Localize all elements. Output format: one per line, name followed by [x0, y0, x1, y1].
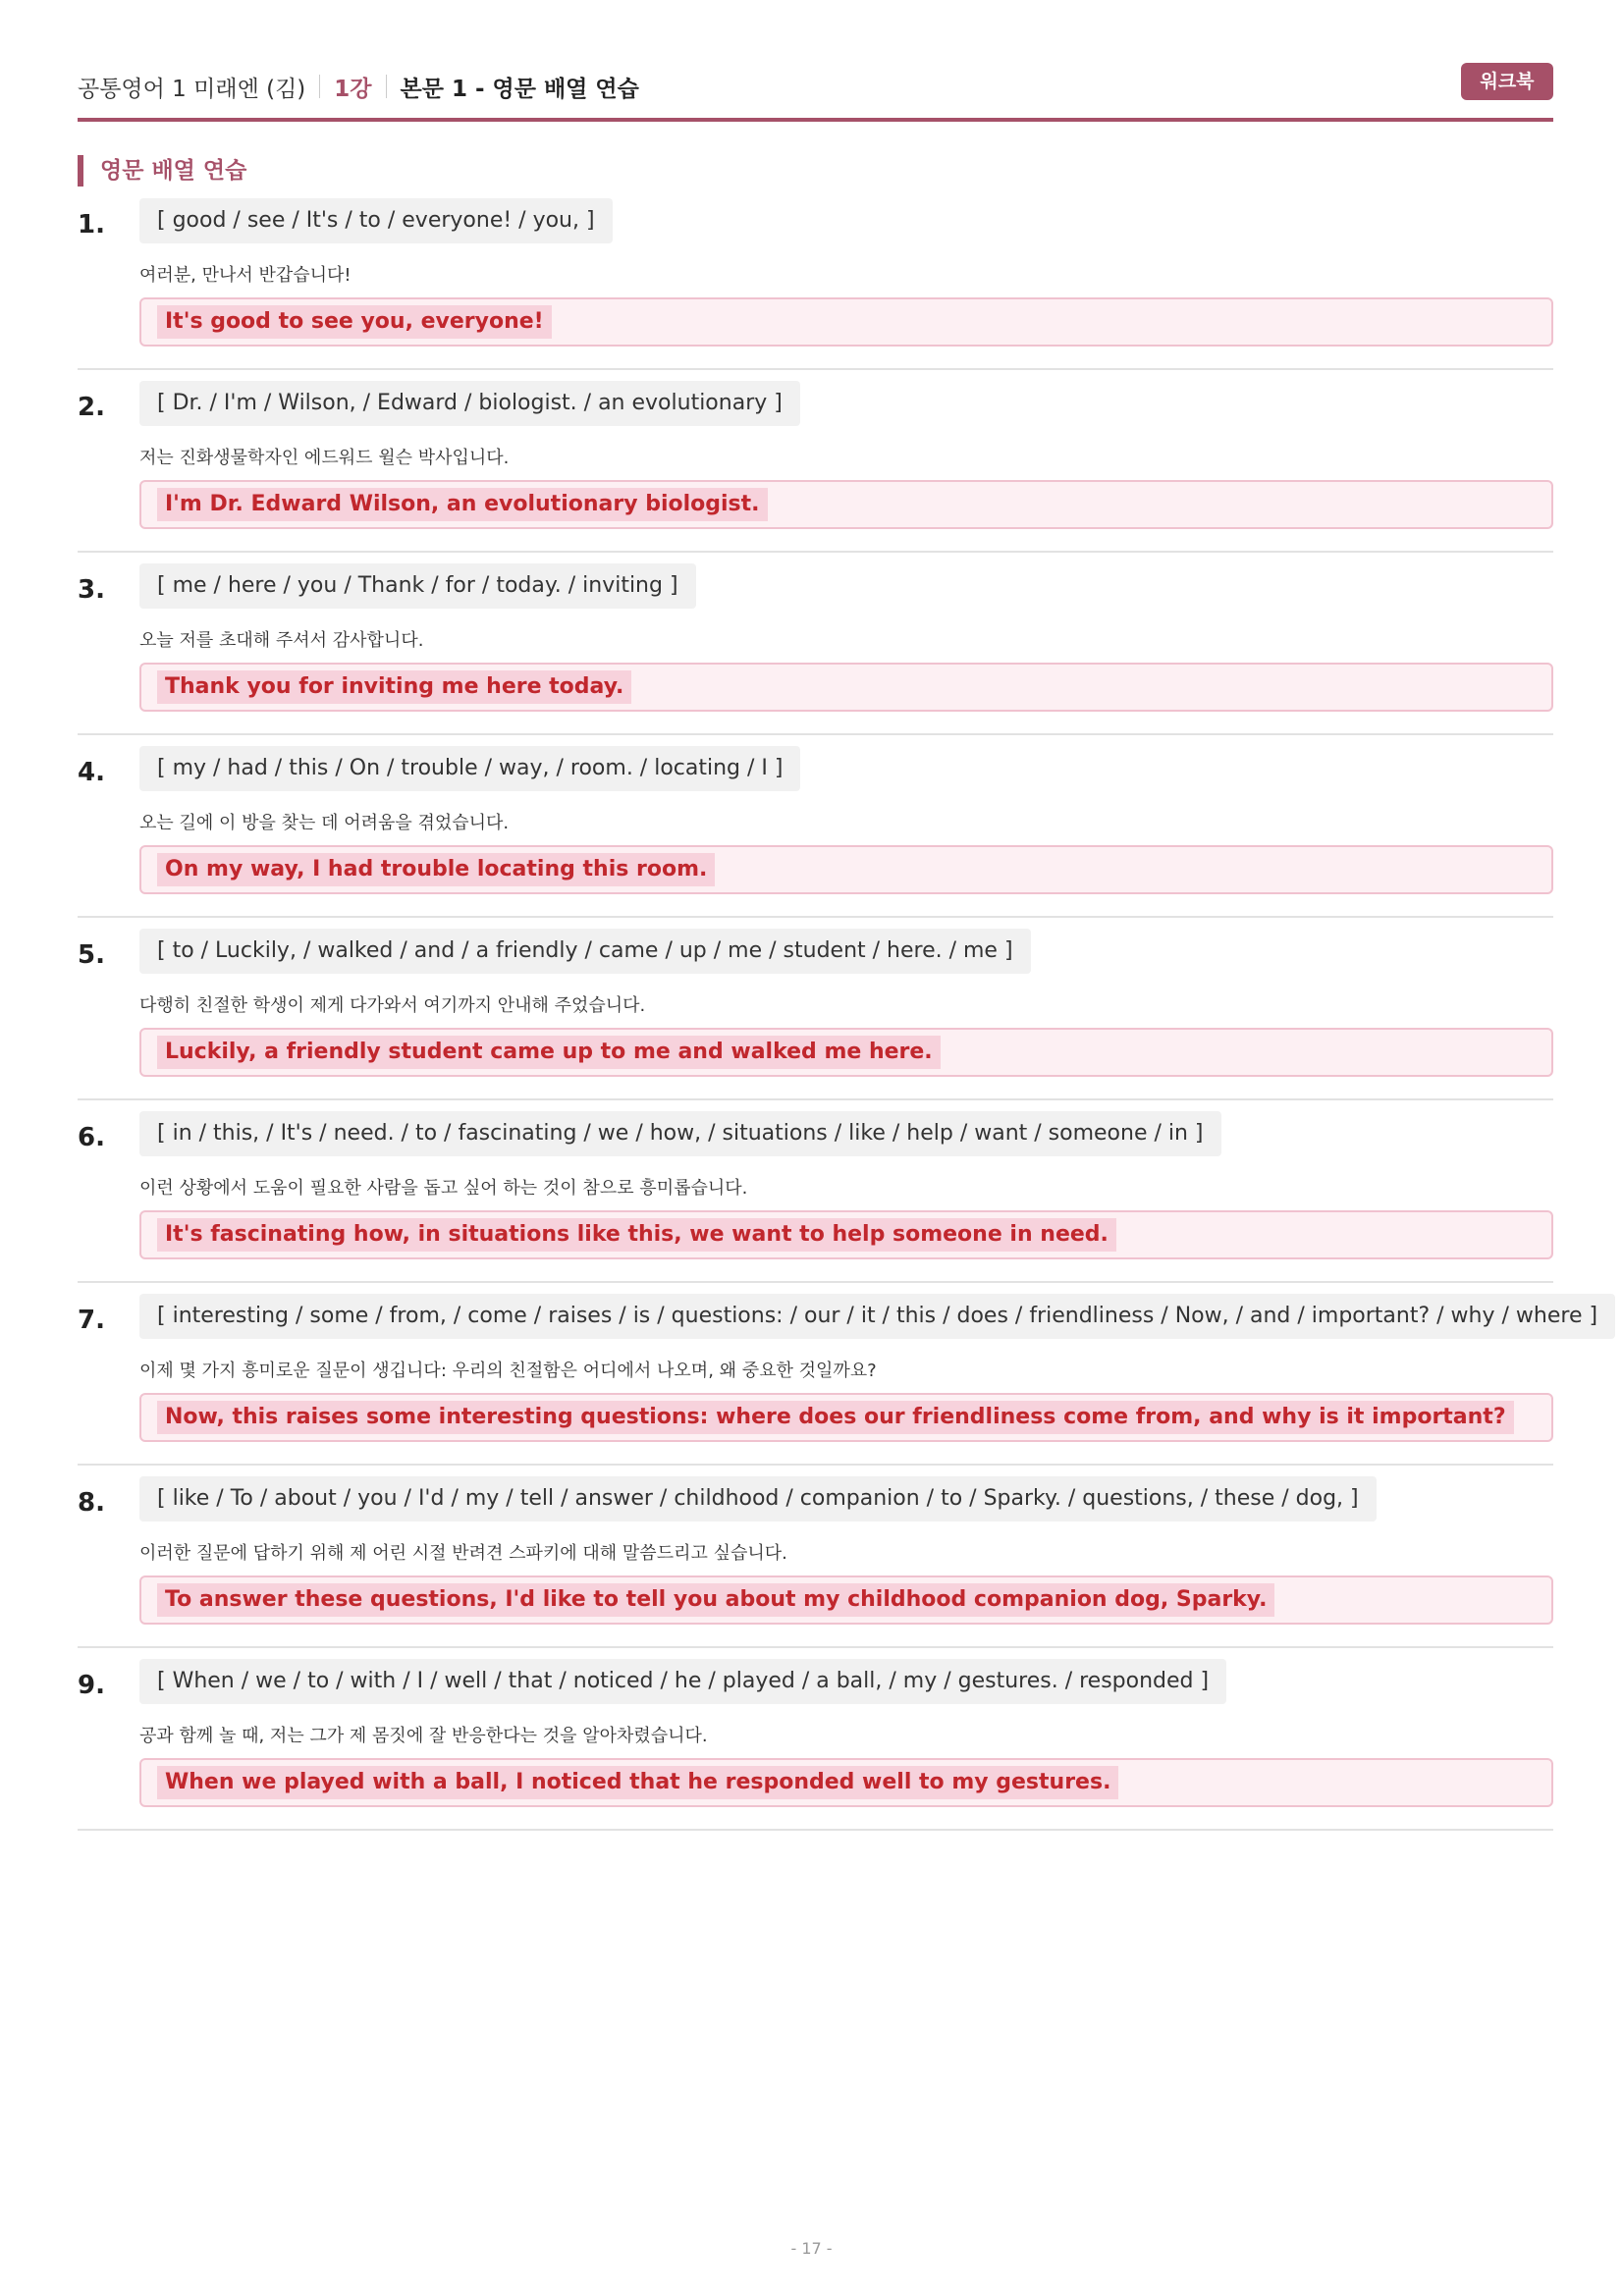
answer-text: Thank you for inviting me here today. — [157, 670, 631, 704]
question-item — [78, 381, 1553, 553]
question-number: 8. — [78, 1488, 105, 1518]
korean-translation: 다행히 친절한 학생이 제게 다가와서 여기까지 안내해 주었습니다. — [139, 995, 646, 1016]
answer-text: When we played with a ball, I noticed that he responded well to my gestures. — [157, 1766, 1118, 1799]
word-bank: [ in / this, / It's / need. / to / fascinating / we / how, / situations / like / help / want / someone / in ] — [139, 1111, 1221, 1156]
page-header — [78, 63, 1553, 122]
workbook-badge: 워크북 — [1461, 63, 1553, 100]
answer-text: Luckily, a friendly student came up to me and walked me here. — [157, 1036, 941, 1069]
answer-box — [139, 1210, 1553, 1259]
question-item — [78, 1659, 1553, 1831]
header-left — [78, 67, 639, 106]
section-title: 영문 배열 연습 — [78, 155, 246, 187]
word-bank: [ me / here / you / Thank / for / today. / inviting ] — [139, 563, 696, 609]
word-bank: [ When / we / to / with / I / well / that / noticed / he / played / a ball, / my / gestures. / responded ] — [139, 1659, 1226, 1704]
korean-translation: 공과 함께 놀 때, 저는 그가 제 몸짓에 잘 반응한다는 것을 알아차렸습니다. — [139, 1726, 708, 1746]
word-bank: [ like / To / about / you / I'd / my / tell / answer / childhood / companion / to / Sparky. / questions, / these / dog, ] — [139, 1476, 1377, 1522]
question-item — [78, 746, 1553, 918]
question-item — [78, 563, 1553, 735]
answer-box — [139, 1758, 1553, 1807]
question-number: 5. — [78, 940, 105, 970]
question-number: 7. — [78, 1306, 105, 1335]
korean-translation: 오는 길에 이 방을 찾는 데 어려움을 겪었습니다. — [139, 813, 510, 833]
answer-box — [139, 297, 1553, 347]
question-number: 1. — [78, 210, 105, 240]
korean-translation: 이제 몇 가지 흥미로운 질문이 생깁니다: 우리의 친절함은 어디에서 나오며, 왜 중요한 것일까요? — [139, 1361, 877, 1381]
answer-box — [139, 845, 1553, 894]
header-divider — [386, 75, 387, 98]
word-bank: [ Dr. / I'm / Wilson, / Edward / biologist. / an evolutionary ] — [139, 381, 800, 426]
answer-box — [139, 663, 1553, 712]
word-bank: [ interesting / some / from, / come / raises / is / questions: / our / it / this / does / friendliness / Now, / and / important? / why / where ] — [139, 1294, 1615, 1339]
page-title: 본문 1 - 영문 배열 연습 — [400, 76, 639, 102]
book-title: 공통영어 1 미래엔 (김) — [78, 76, 306, 102]
question-item — [78, 929, 1553, 1100]
korean-translation: 저는 진화생물학자인 에드워드 윌슨 박사입니다. — [139, 448, 510, 468]
question-number: 6. — [78, 1123, 105, 1152]
question-item — [78, 198, 1553, 370]
word-bank: [ good / see / It's / to / everyone! / you, ] — [139, 198, 613, 243]
header-divider — [319, 75, 320, 98]
question-item — [78, 1294, 1598, 1466]
korean-translation: 오늘 저를 초대해 주셔서 감사합니다. — [139, 630, 424, 651]
word-bank: [ to / Luckily, / walked / and / a friendly / came / up / me / student / here. / me ] — [139, 929, 1031, 974]
answer-text: Now, this raises some interesting questions: where does our friendliness come from, and why is it important? — [157, 1401, 1514, 1434]
question-number: 2. — [78, 393, 105, 422]
answer-text: It's good to see you, everyone! — [157, 305, 552, 339]
answer-box — [139, 480, 1553, 529]
answer-box — [139, 1028, 1553, 1077]
answer-text: It's fascinating how, in situations like this, we want to help someone in need. — [157, 1218, 1116, 1252]
lesson-label: 1강 — [334, 76, 372, 102]
word-bank: [ my / had / this / On / trouble / way, / room. / locating / I ] — [139, 746, 800, 791]
answer-text: To answer these questions, I'd like to tell you about my childhood companion dog, Sparky. — [157, 1583, 1274, 1617]
question-number: 9. — [78, 1671, 105, 1700]
question-number: 4. — [78, 758, 105, 787]
question-item — [78, 1476, 1553, 1648]
question-item — [78, 1111, 1553, 1283]
page-number: - 17 - — [790, 2239, 833, 2258]
korean-translation: 여러분, 만나서 반갑습니다! — [139, 265, 352, 286]
answer-box — [139, 1393, 1553, 1442]
answer-text: On my way, I had trouble locating this room. — [157, 853, 715, 886]
answer-box — [139, 1575, 1553, 1625]
answer-text: I'm Dr. Edward Wilson, an evolutionary biologist. — [157, 488, 768, 521]
korean-translation: 이런 상황에서 도움이 필요한 사람을 돕고 싶어 하는 것이 참으로 흥미롭습니다. — [139, 1178, 748, 1199]
korean-translation: 이러한 질문에 답하기 위해 제 어린 시절 반려견 스파키에 대해 말씀드리고 싶습니다. — [139, 1543, 787, 1564]
question-number: 3. — [78, 575, 105, 605]
